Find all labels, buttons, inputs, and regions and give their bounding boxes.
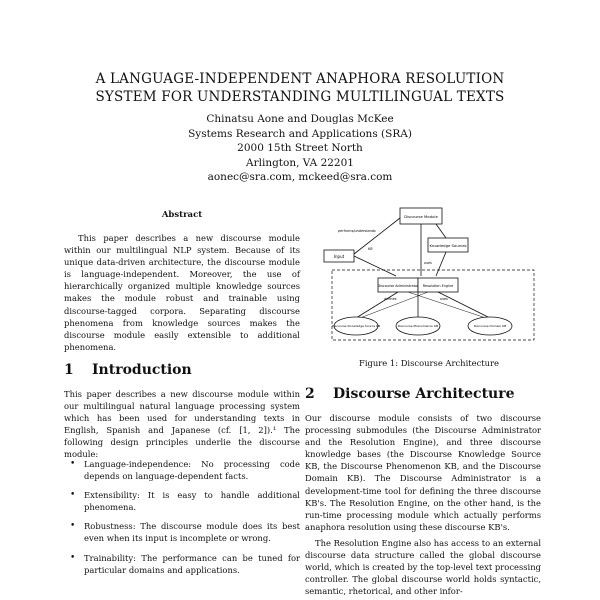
list-item-text: Robustness: The discourse module does its best even when its input is incomplete or wrong. — [84, 521, 300, 544]
edge-left-to-admin — [354, 256, 396, 276]
introduction-paragraph: This paper describes a new discourse module within our multilingual natural language processing system which has been used for understanding texts in English, Spanish and Japanese (cf. [1, 2]).¹ The following design principles underlie the discourse module: — [64, 389, 300, 460]
edge-right-to-engine — [436, 252, 446, 276]
section-2-heading — [305, 386, 545, 402]
author-emails: aonec@sra.com, mckeed@sra.com — [207, 171, 393, 183]
title-line-1: A LANGUAGE-INDEPENDENT ANAPHORA RESOLUTION — [95, 71, 505, 87]
section-1-title: Introduction — [92, 362, 192, 378]
list-item — [64, 520, 300, 544]
phenomenon-kb-label: Discourse Phenomenon KB — [397, 324, 439, 328]
section-2-title: Discourse Architecture — [333, 386, 515, 402]
list-item-text: Extensibility: It is easy to handle additional phenomena. — [84, 490, 300, 513]
bullet-icon: • — [70, 521, 76, 532]
author-affiliation: Systems Research and Applications (SRA) — [188, 127, 412, 140]
section-2-paragraph-1: Our discourse module consists of two discourse processing submodules (the Discourse Administrator and the Resolution Engine), and three discourse knowledge bases (the Discourse Knowledge Source KB, the Discourse Phenomenon KB, and the Discourse Domain KB). The Discourse Administrator is a development-time tool for defining the three discourse KB's. The Resolution Engine, on the other hand, is the run-time processing module which actually performs anaphora resolution using these discourse KB's. — [305, 413, 541, 532]
bullet-icon: • — [70, 490, 76, 501]
title-line-2: SYSTEM FOR UNDERSTANDING MULTILINGUAL TEXTS — [95, 89, 505, 105]
edge-admin-to-kb1 — [356, 292, 398, 318]
input-label: Input — [333, 254, 345, 259]
list-item — [64, 489, 300, 513]
section-2-number: 2 — [305, 386, 315, 402]
design-principles-list — [64, 458, 300, 583]
list-item-text: Trainability: The performance can be tuned for particular domains and applications. — [84, 552, 300, 575]
domain-kb-label: Discourse Domain KB — [473, 324, 507, 328]
edge-label-3: uses — [424, 261, 432, 265]
paper-title — [40, 70, 560, 106]
bullet-icon: • — [70, 459, 76, 469]
section-2-paragraph-2: The Resolution Engine also has access to an external discourse data structure called the global discourse world, which is created by the top-level text processing controller. The global discourse world holds syntactic, semantic, rhetorical, and other infor- — [305, 538, 541, 597]
discourse-module-label: Discourse Module — [404, 214, 438, 219]
abstract-heading: Abstract — [161, 210, 203, 220]
author-block — [120, 112, 480, 185]
architecture-diagram — [318, 206, 540, 346]
knowledge-sources-label: Knowledge Sources — [429, 243, 467, 248]
discourse-administrator-label: Discourse Administrator — [377, 284, 419, 288]
section-1-number: 1 — [64, 362, 74, 378]
bullet-icon: • — [70, 552, 76, 563]
section-1-heading — [64, 362, 304, 378]
edge-label-2: KB — [368, 247, 373, 251]
edge-admin-to-kb3 — [408, 292, 486, 318]
author-city: Arlington, VA 22201 — [246, 156, 354, 169]
edge-label-4: defines — [384, 297, 397, 301]
resolution-engine-label: Resolution Engine — [422, 284, 454, 288]
knowledge-source-kb-label: Discourse Knowledge Source KB — [331, 324, 381, 328]
edge-engine-to-kb3 — [438, 292, 490, 318]
edge-top-to-left — [354, 218, 400, 254]
figure-caption: Figure 1: Discourse Architecture — [359, 358, 499, 368]
edge-top-to-right — [436, 224, 446, 238]
list-item — [64, 458, 300, 482]
edge-label-5: uses — [440, 297, 448, 301]
author-street: 2000 15th Street North — [237, 142, 363, 154]
list-item-text: Language-independence: No processing code depends on language-dependent facts. — [84, 459, 300, 482]
edge-label-1: performs/understands — [338, 229, 376, 233]
author-names: Chinatsu Aone and Douglas McKee — [206, 113, 394, 125]
list-item — [64, 552, 300, 576]
abstract-text: This paper describes a new discourse module within our multilingual NLP system. Because of its unique data-driven architecture, the discourse module is language-independent. Moreover, the use of hierarchically organized multiple knowledge sources makes the module robust and trainable using discourse-tagged corpora. Separating discourse phenomena from knowledge sources makes the discourse module easily extensible to additional phenomena. — [64, 233, 300, 352]
